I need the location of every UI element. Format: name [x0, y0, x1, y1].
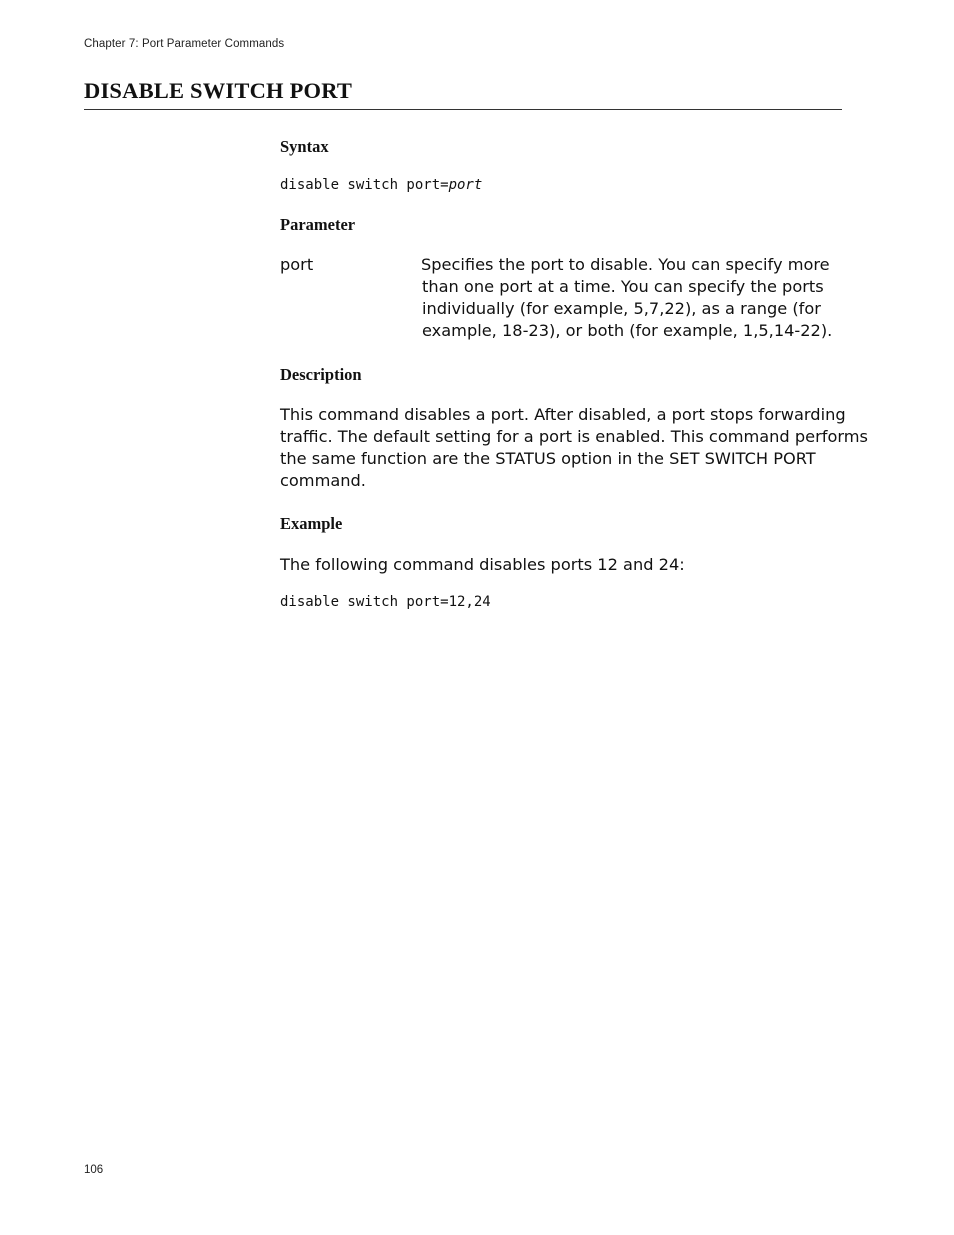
parameter-description	[421, 254, 841, 342]
parameter-heading: Parameter	[280, 215, 356, 234]
page-number: 106	[84, 1164, 104, 1176]
syntax-command-prefix: disable switch port=	[280, 177, 449, 193]
page-title: DISABLE SWITCH PORT	[84, 78, 353, 103]
parameter-description-line: Specifies the port to disable. You can specify more	[421, 255, 830, 274]
parameter-description-line: than one port at a time. You can specify the ports	[422, 277, 824, 296]
parameter-description-line: individually (for example, 5,7,22), as a range (for	[422, 299, 821, 318]
description-heading: Description	[280, 365, 362, 384]
running-header: Chapter 7: Port Parameter Commands	[84, 38, 285, 50]
description-line: the same function are the STATUS option in the SET SWITCH PORT	[280, 449, 816, 468]
description-paragraph	[280, 404, 868, 492]
syntax-command-param: port	[448, 177, 483, 193]
example-code: disable switch port=12,24	[280, 594, 491, 610]
description-line: This command disables a port. After disabled, a port stops forwarding	[280, 405, 846, 424]
parameter-description-line: example, 18-23), or both (for example, 1,5,14-22).	[422, 321, 833, 340]
syntax-heading: Syntax	[280, 137, 329, 156]
description-line: command.	[280, 471, 366, 490]
example-text: The following command disables ports 12 and 24:	[280, 555, 685, 574]
example-heading: Example	[280, 514, 343, 533]
title-divider	[84, 109, 842, 110]
syntax-code	[280, 177, 482, 193]
parameter-name: port	[280, 255, 314, 274]
description-line: traffic. The default setting for a port is enabled. This command performs	[280, 427, 868, 446]
